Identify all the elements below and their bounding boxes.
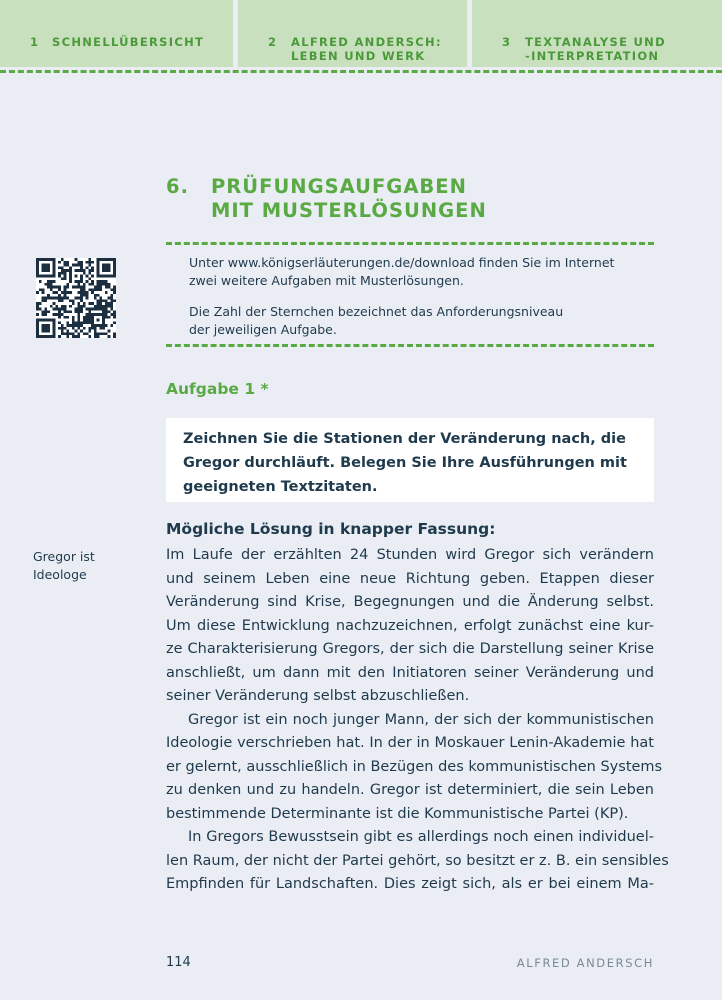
tab-label: ALFRED ANDERSCH: LEBEN UND WERK	[291, 35, 442, 63]
tab-number: 2	[268, 35, 278, 49]
body-line: zu denken und zu handeln. Gregor ist determiniert, die sein Leben	[166, 782, 654, 798]
body-line: seiner Veränderung selbst abzuschließen.	[166, 688, 470, 704]
body-line: und seinem Leben eine neue Richtung geben. Etappen dieser	[166, 570, 654, 587]
info-bottom-divider	[166, 344, 654, 347]
body-line: bestimmende Determinante ist die Kommunistische Partei (KP).	[166, 805, 629, 822]
body-line: len Raum, der nicht der Partei gehört, so besitzt er z. B. ein sensibles	[166, 852, 669, 869]
running-head: ALFRED ANDERSCH	[516, 956, 654, 970]
body-line: anschließt, um dann mit den Initiatoren seiner Veränderung und	[166, 664, 654, 681]
tab-leben-und-werk[interactable]	[238, 0, 467, 67]
margin-note: Gregor ist Ideologe	[33, 549, 95, 582]
info-stars-note: Die Zahl der Sternchen bezeichnet das Anforderungsniveau der jeweiligen Aufgabe.	[189, 304, 564, 337]
info-top-divider	[166, 242, 654, 245]
body-line: Um diese Entwicklung nachzuzeichnen, erfolgt zunächst eine kur-	[166, 617, 654, 634]
nav-divider	[0, 70, 722, 73]
task-heading: Aufgabe 1 *	[166, 380, 269, 398]
body-line: er gelernt, ausschließlich in Bezügen des kommunistischen Systems	[166, 758, 663, 775]
qr-code-icon[interactable]	[36, 258, 116, 338]
body-line: Veränderung sind Krise, Begegnungen und die Änderung selbst.	[166, 594, 654, 610]
chapter-title: PRÜFUNGSAUFGABEN MIT MUSTERLÖSUNGEN	[211, 175, 487, 222]
solution-body	[166, 544, 669, 897]
info-download-note: Unter www.königserläuterungen.de/download finden Sie im Internet zwei weitere Aufgaben mit Musterlösungen.	[189, 255, 615, 288]
tab-label: SCHNELLÜBERSICHT	[52, 35, 205, 49]
body-line: Empfinden für Landschaften. Dies zeigt sich, als er bei einem Ma-	[166, 876, 654, 892]
body-line: Ideologie verschrieben hat. In der in Moskauer Lenin-Akademie hat	[166, 735, 654, 751]
tab-number: 1	[30, 35, 40, 49]
tab-number: 3	[502, 35, 512, 49]
body-line: In Gregors Bewusstsein gibt es allerdings noch einen individuel-	[188, 829, 654, 845]
body-line: Gregor ist ein noch junger Mann, der sich der kommunistischen	[188, 711, 654, 728]
chapter-nav	[0, 0, 722, 68]
tab-schnelluebersicht[interactable]	[0, 0, 233, 67]
task-prompt: Zeichnen Sie die Stationen der Veränderung nach, die Gregor durchläuft. Belegen Sie Ihre Ausführungen mit geeigneten Textzitaten.	[166, 418, 654, 502]
solution-heading: Mögliche Lösung in knapper Fassung:	[166, 520, 496, 538]
body-line: ze Charakterisierung Gregors, der sich die Darstellung seiner Krise	[166, 641, 654, 657]
body-line: Im Laufe der erzählten 24 Stunden wird Gregor sich verändern	[166, 547, 654, 563]
page-number: 114	[166, 955, 191, 970]
chapter-number: 6.	[166, 175, 189, 198]
tab-label: TEXTANALYSE UND -INTERPRETATION	[525, 35, 666, 63]
tab-textanalyse[interactable]	[472, 0, 722, 67]
